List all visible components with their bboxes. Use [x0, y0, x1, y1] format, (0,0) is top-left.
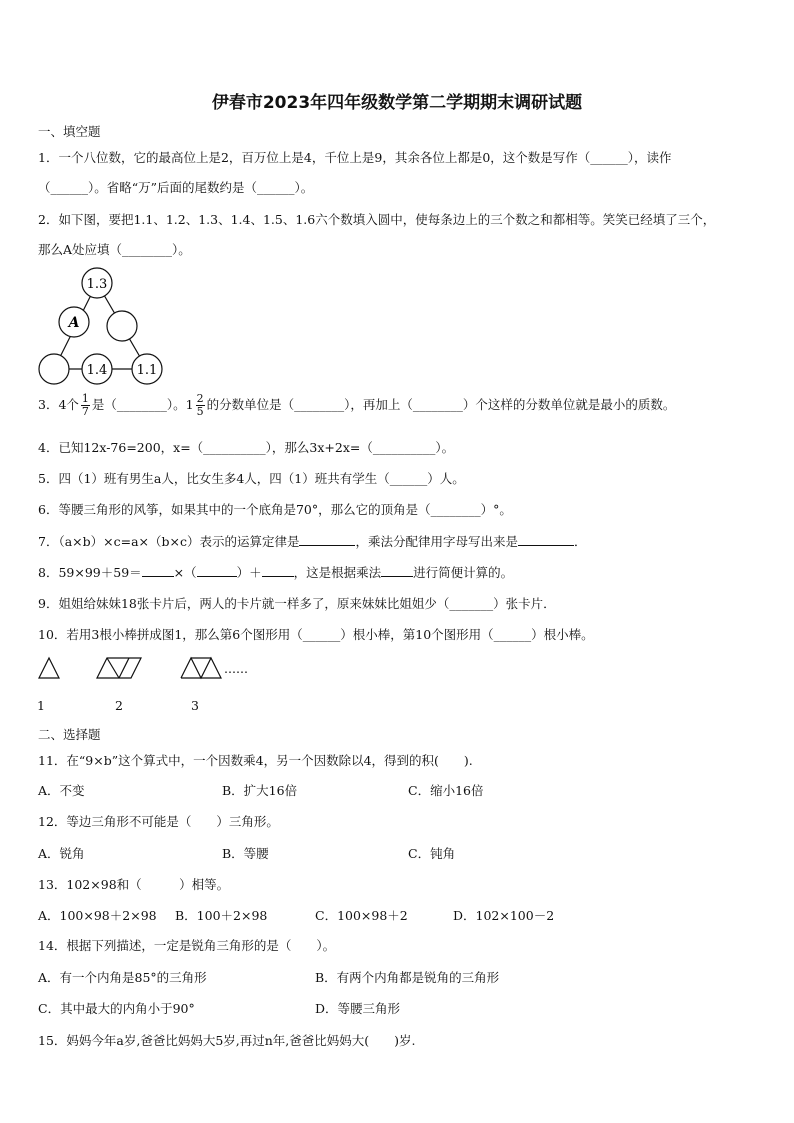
answer-blank — [142, 564, 174, 577]
figure-ellipsis: …… — [224, 662, 248, 676]
question-5: 5．四（1）班有男生a人，比女生多4人，四（1）班共有学生（______）人。 — [38, 471, 465, 486]
q14-option-b: B．有两个内角都是锐角的三角形 — [315, 970, 500, 985]
question-8: 8．59×99＋59＝ ×（ ）＋ ，这是根据乘法 进行简便计算的。 — [38, 565, 514, 580]
section-choice: 二、选择题 — [38, 727, 101, 742]
fraction-one-seventh: $\frac{1}{7}$ — [81, 392, 89, 418]
question-12: 12．等边三角形不可能是（ ）三角形。 — [38, 814, 279, 829]
q12-option-a: A．锐角 — [38, 846, 85, 861]
question-4: 4．已知12x-76=200，x=（__________），那么3x+2x=（__________）。 — [38, 440, 455, 455]
page-title: 伊春市2023年四年级数学第二学期期末调研试题 — [211, 93, 583, 113]
circle-bottom-left — [39, 354, 69, 384]
q14-option-c: C．其中最大的内角小于90° — [38, 1001, 195, 1016]
question-13: 13．102×98和（ ）相等。 — [38, 877, 230, 892]
q3-text-post: 的分数单位是（________），再加上（________）个这样的分数单位就是最小的质数。 — [206, 397, 676, 412]
q12-option-b: B．等腰 — [222, 846, 269, 861]
triangle-circle-diagram — [34, 266, 166, 386]
answer-blank — [262, 564, 294, 577]
circle-label-bottom-mid: 1.4 — [86, 363, 108, 378]
q11-option-c: C．缩小16倍 — [408, 783, 484, 798]
q3-text-pre: 3．4个 — [38, 397, 79, 412]
section-fill-blank: 一、填空题 — [38, 124, 101, 139]
circle-right-mid — [107, 311, 137, 341]
answer-blank — [299, 533, 355, 546]
circle-label-bottom-right: 1.1 — [136, 363, 158, 378]
figure-3-outline — [181, 658, 221, 678]
q3-text-mid: 是（________）。1 — [91, 397, 194, 412]
question-15: 15．妈妈今年a岁,爸爸比妈妈大5岁,再过n年,爸爸比妈妈大( )岁. — [38, 1033, 416, 1048]
q11-option-b: B．扩大16倍 — [222, 783, 298, 798]
question-9: 9．姐姐给妹妹18张卡片后，两人的卡片就一样多了，原来妹妹比姐姐少（_______）张卡片． — [38, 596, 556, 611]
q14-option-a: A．有一个内角是85°的三角形 — [38, 970, 207, 985]
q11-option-a: A．不变 — [38, 783, 85, 798]
figure-2-outline — [97, 658, 141, 678]
question-1-line-1: 1．一个八位数，它的最高位上是2，百万位上是4，千位上是9，其余各位上都是0，这个数是写作（______），读作 — [38, 150, 672, 165]
question-2-line-1: 2．如下图，要把1.1、1.2、1.3、1.4、1.5、1.6六个数填入圆中，使每条边上的三个数之和都相等。笑笑已经填了三个， — [38, 212, 716, 227]
fraction-two-fifths: $\frac{2}{5}$ — [196, 392, 204, 418]
question-1-line-2: （______）。省略“万”后面的尾数约是（______）。 — [38, 180, 314, 195]
answer-blank — [518, 533, 574, 546]
q13-option-d: D．102×100－2 — [453, 908, 555, 923]
question-6: 6．等腰三角形的风筝，如果其中的一个底角是70°，那么它的顶角是（________）°。 — [38, 502, 512, 517]
q13-option-b: B．100＋2×98 — [175, 908, 268, 923]
answer-blank — [381, 564, 413, 577]
q13-option-a: A．100×98＋2×98 — [38, 908, 157, 923]
question-11: 11．在“9×b”这个算式中，一个因数乘4，另一个因数除以4，得到的积( ). — [38, 753, 473, 768]
question-10: 10．若用3根小棒拼成图1，那么第6个图形用（______）根小棒，第10个图形用（______）根小棒。 — [38, 627, 594, 642]
figure-1 — [39, 658, 59, 678]
answer-blank — [197, 564, 237, 577]
question-2-line-2: 那么A处应填（________）。 — [38, 242, 191, 257]
circle-label-top: 1.3 — [86, 277, 108, 292]
question-14: 14．根据下列描述，一定是锐角三角形的是（ ）。 — [38, 938, 336, 953]
circle-label-a: A — [68, 315, 80, 331]
figure-label-2: 2 — [115, 698, 123, 713]
question-7: 7．（a×b）×c=a×（b×c）表示的运算定律是 ，乘法分配律用字母写出来是 ． — [38, 534, 587, 549]
q12-option-c: C．钝角 — [408, 846, 456, 861]
q13-option-c: C．100×98＋2 — [315, 908, 408, 923]
question-3 — [38, 393, 675, 418]
q14-option-d: D．等腰三角形 — [315, 1001, 401, 1016]
figure-label-3: 3 — [191, 698, 199, 713]
stick-figures — [36, 655, 276, 681]
figure-label-1: 1 — [37, 698, 45, 713]
